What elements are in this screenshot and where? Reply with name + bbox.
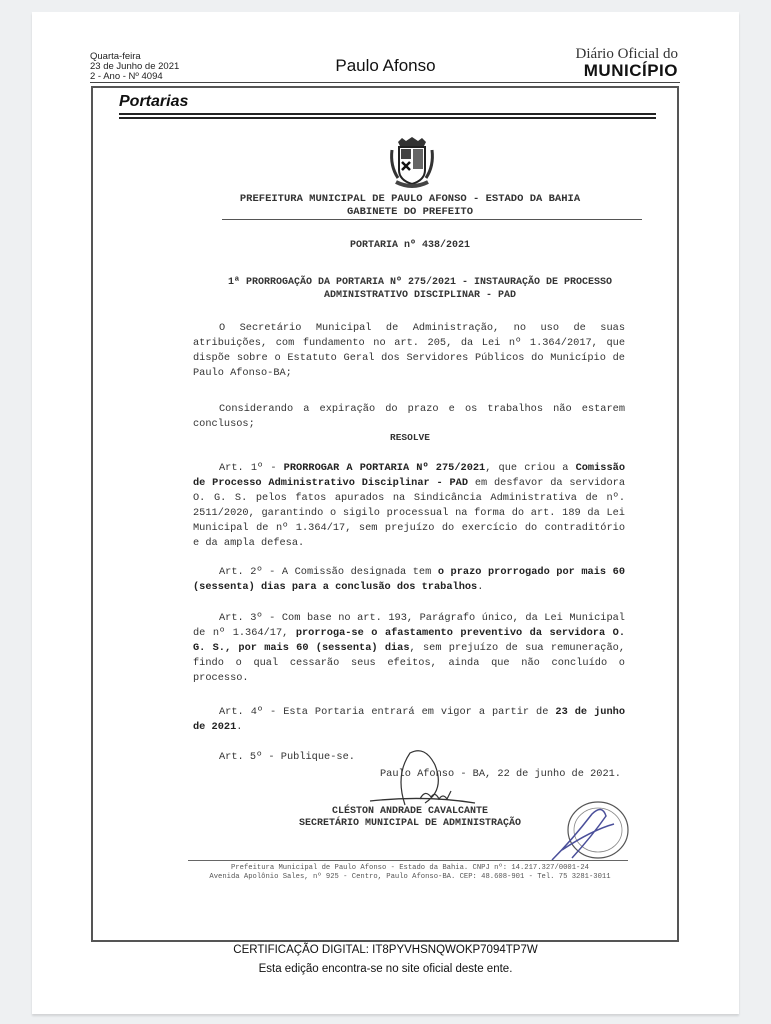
- edition-number: 2 - Ano - Nº 4094: [90, 71, 163, 82]
- article-bold: Comissão de Processo Administrativo Disciplinar - PAD: [193, 462, 626, 489]
- city-title: Paulo Afonso: [335, 56, 436, 75]
- document-subject: [200, 276, 640, 302]
- article-text: , sem prejuízo de sua remuneração, findo o qual cessarão seus efeitos, ainda que não concluído o processo.: [193, 642, 626, 684]
- article-lead: Art. 2º - A Comissão designada tem: [219, 566, 438, 578]
- signer-name: CLÉSTON ANDRADE CAVALCANTE: [331, 806, 489, 817]
- org-divider: [222, 219, 642, 220]
- article-3: [193, 611, 625, 686]
- site-note: Esta edição encontra-se no site oficial deste ente.: [258, 963, 513, 975]
- preamble-text: O Secretário Municipal de Administração, no uso de suas atribuições, com fundamento no art. 205, da Lei nº 1.364/2017, que dispõe sobre o Estatuto Geral dos Servidores Públicos do Município de Paulo Afonso-BA;: [193, 322, 625, 379]
- brand-logo: [558, 46, 678, 79]
- digital-certification: CERTIFICAÇÃO DIGITAL: IT8PYVHSNQWOKP7094TP7W: [233, 944, 538, 956]
- subject-line: 1ª PRORROGAÇÃO DA PORTARIA Nº 275/2021 - INSTAURAÇÃO DE PROCESSO: [227, 277, 613, 288]
- signer-block: [0, 806, 771, 830]
- organization-header: [0, 193, 771, 219]
- article-text: .: [236, 721, 243, 733]
- brand-line1: Diário Oficial do: [575, 46, 678, 62]
- section-divider: [119, 117, 656, 119]
- preamble-paragraph: [193, 321, 625, 381]
- article-text: .: [477, 581, 484, 593]
- article-text: em desfavor da servidora O. G. S. pelos fatos apurados na Sindicância Administrativa de nº. 2511/2020, garantindo o sigilo processual na forma do art. 189 da Lei Municipal de nº 1.364/17, sem prejuízo do exercício do contraditório e da ampla defesa.: [193, 477, 625, 549]
- resolve-heading: RESOLVE: [390, 432, 430, 443]
- article-lead: Art. 4º - Esta Portaria entrará em vigor a partir de: [219, 706, 556, 718]
- considering-paragraph: [193, 402, 625, 432]
- signer-role: SECRETÁRIO MUNICIPAL DE ADMINISTRAÇÃO: [298, 818, 522, 829]
- section-divider: [119, 113, 656, 115]
- considering-text: Considerando a expiração do prazo e os trabalhos não estarem conclusos;: [193, 403, 625, 430]
- weekday: Quarta-feira: [90, 51, 141, 62]
- article-4: [193, 705, 625, 735]
- article-bold: prorroga-se o afastamento preventivo da servidora O. G. S., por mais 60 (sessenta) dias: [193, 627, 625, 654]
- header-divider: [90, 82, 680, 83]
- document-title: PORTARIA nº 438/2021: [349, 240, 471, 251]
- official-stamp-icon: [542, 800, 634, 866]
- org-department: GABINETE DO PREFEITO: [346, 206, 474, 218]
- edition-date: 23 de Junho de 2021: [90, 61, 180, 72]
- article-lead: Art. 1º -: [219, 462, 284, 474]
- signature-icon: [365, 745, 505, 815]
- footer-line: Prefeitura Municipal de Paulo Afonso - Estado da Bahia. CNPJ nº: 14.217.327/0001-24: [231, 864, 589, 872]
- article-bold: 23 de junho de 2021: [193, 706, 625, 733]
- footer-line: Avenida Apolônio Sales, nº 925 - Centro, Paulo Afonso-BA. CEP: 48.608-901 - Tel. 75 3281-3011: [209, 873, 611, 881]
- article-2: [193, 565, 625, 595]
- brand-line2: MUNICÍPIO: [583, 61, 678, 80]
- place-date: Paulo Afonso - BA, 22 de junho de 2021.: [380, 768, 621, 780]
- article-lead: Art. 3º - Com base no art. 193, Parágrafo único, da Lei Municipal de nº 1.364/17,: [193, 612, 625, 639]
- section-title: Portarias: [119, 93, 189, 110]
- article-text: Art. 5º - Publique-se.: [219, 751, 355, 763]
- article-bold: PRORROGAR A PORTARIA Nº 275/2021: [283, 462, 486, 474]
- article-bold: o prazo prorrogado por mais 60 (sessenta) dias para a conclusão dos trabalhos: [193, 566, 625, 593]
- footer-divider: [188, 860, 628, 861]
- article-1: [193, 461, 625, 551]
- document-footer: [150, 864, 670, 882]
- subject-line: ADMINISTRATIVO DISCIPLINAR - PAD: [323, 290, 517, 301]
- coat-of-arms-icon: [388, 136, 436, 192]
- article-text: , que criou a: [485, 462, 576, 474]
- org-name: PREFEITURA MUNICIPAL DE PAULO AFONSO - ESTADO DA BAHIA: [239, 193, 581, 205]
